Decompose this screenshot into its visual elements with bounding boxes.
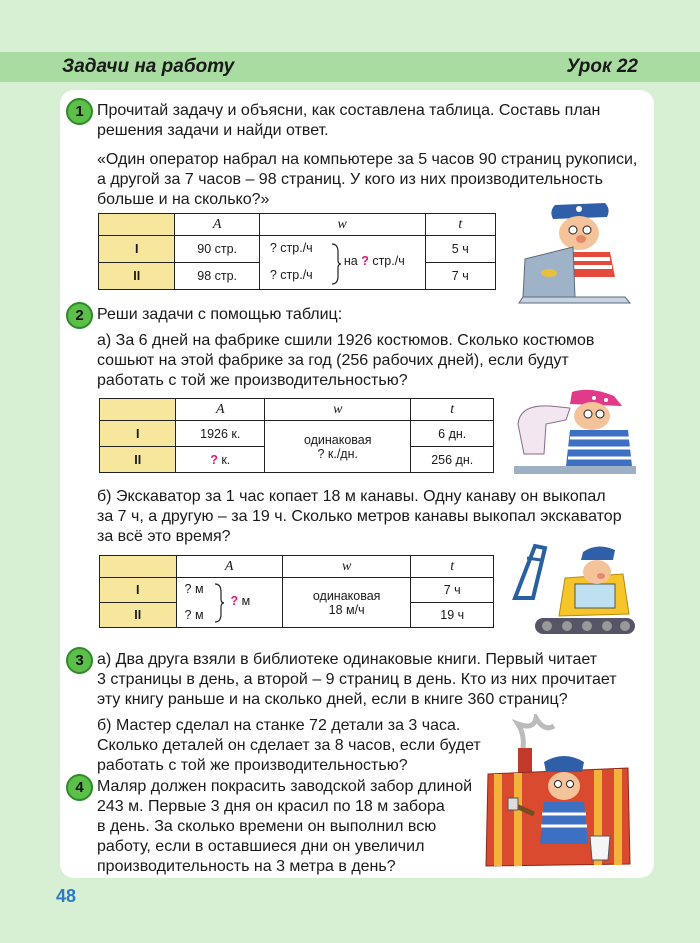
pirate-laptop-illustration bbox=[515, 197, 640, 309]
task3a-line3: эту книгу раньше и на сколько дней, если в книге 360 страниц? bbox=[97, 691, 568, 708]
task2a-line3: работать с той же производительностью? bbox=[97, 372, 408, 389]
w-line1: одинаковая bbox=[312, 588, 381, 603]
task2b-line1: б) Экскаватор за 1 час копает 18 м канавы. Одну канаву он выкопал bbox=[97, 488, 606, 505]
task-number-4: 4 bbox=[66, 774, 93, 801]
col-header-w: w bbox=[282, 556, 411, 578]
w-line2: 18 м/ч bbox=[328, 602, 365, 617]
brace-icon bbox=[213, 582, 225, 624]
task2-intro: Реши задачи с помощью таблиц: bbox=[97, 306, 343, 323]
task2b-table bbox=[99, 555, 494, 628]
painter-fence-illustration bbox=[478, 714, 640, 874]
cell-t-2: 256 дн. bbox=[411, 447, 494, 473]
cell-t-1: 5 ч bbox=[425, 236, 495, 263]
cell-a-2: ? к. bbox=[176, 447, 265, 473]
task1-quote1: «Один оператор набрал на компьютере за 5 часов 90 страниц рукописи, bbox=[97, 151, 638, 168]
col-header-a: A bbox=[176, 556, 282, 578]
row-label-1: I bbox=[100, 421, 176, 447]
task4-line5: производительность на 3 метра в день? bbox=[97, 858, 396, 875]
a-sum: ? м bbox=[230, 594, 251, 608]
task4-line1: Маляр должен покрасить заводской забор длиной bbox=[97, 778, 473, 795]
task3b-line1: б) Мастер сделал на станке 72 детали за 3 часа. bbox=[97, 717, 461, 734]
col-header-t: t bbox=[411, 556, 494, 578]
task-number-2: 2 bbox=[66, 302, 93, 329]
task1-quote2: а другой за 7 часов – 98 страниц. У кого из них производительность bbox=[97, 171, 603, 188]
row-label-2: II bbox=[99, 263, 175, 290]
col-header-t: t bbox=[425, 214, 495, 236]
col-header-a: A bbox=[176, 399, 265, 421]
cell-w-1: ? стр./ч bbox=[269, 241, 313, 255]
w-line1: одинаковая bbox=[303, 432, 372, 447]
header-bar bbox=[0, 52, 700, 82]
chapter-title: Задачи на работу bbox=[62, 56, 235, 77]
cell-t-2: 19 ч bbox=[411, 603, 494, 628]
task1-line1: Прочитай задачу и объясни, как составлена таблица. Составь план bbox=[97, 102, 601, 119]
task3b-line3: работать с той же производительностью? bbox=[97, 757, 408, 774]
task1-table bbox=[98, 213, 496, 290]
cell-a-1: ? м bbox=[184, 582, 204, 596]
cell-a-2: ? м bbox=[184, 608, 204, 622]
cell-w-merged bbox=[265, 421, 411, 473]
cell-w-2: ? стр./ч bbox=[269, 268, 313, 282]
page-number: 48 bbox=[56, 886, 77, 906]
row-label-2: II bbox=[100, 447, 176, 473]
cell-t-2: 7 ч bbox=[425, 263, 495, 290]
task3b-line2: Сколько деталей он сделает за 8 часов, если будет bbox=[97, 737, 481, 754]
cell-a-2: 98 стр. bbox=[175, 263, 259, 290]
col-header-a: A bbox=[175, 214, 259, 236]
w-difference: на ? стр./ч bbox=[343, 254, 405, 268]
cell-w-merged bbox=[282, 578, 411, 628]
lesson-label: Урок 22 bbox=[566, 56, 638, 77]
task2b-line3: за всё это время? bbox=[97, 528, 231, 545]
task4-line2: 243 м. Первые 3 дня он красил по 18 м забора bbox=[97, 798, 445, 815]
col-header-w: w bbox=[259, 214, 425, 236]
task2a-line2: сошьют на этой фабрике за год (256 рабочих дней), если будут bbox=[97, 352, 569, 369]
cell-t-1: 7 ч bbox=[411, 578, 494, 603]
excavator-illustration bbox=[505, 538, 640, 638]
row-label-1: I bbox=[99, 236, 175, 263]
brace-icon bbox=[330, 242, 342, 286]
cell-a-1: 90 стр. bbox=[175, 236, 259, 263]
task3a-line2: 3 страницы в день, а второй – 9 страниц в день. Кто из них прочитает bbox=[97, 671, 617, 688]
cell-a-group bbox=[176, 578, 282, 628]
task1-line2: решения задачи и найди ответ. bbox=[97, 122, 329, 139]
w-line2: ? к./дн. bbox=[317, 446, 358, 461]
task4-line3: в день. За сколько времени он выполнил всю bbox=[97, 818, 437, 835]
task-number-3: 3 bbox=[66, 647, 93, 674]
task1-quote3: больше и на сколько?» bbox=[97, 191, 270, 208]
task2a-line1: а) За 6 дней на фабрике сшили 1926 костюмов. Сколько костюмов bbox=[97, 332, 595, 349]
col-header-w: w bbox=[265, 399, 411, 421]
task2a-table bbox=[99, 398, 494, 473]
col-header-t: t bbox=[411, 399, 494, 421]
sewing-pirate-illustration bbox=[510, 384, 640, 480]
task-number-1: 1 bbox=[66, 98, 93, 125]
task3a-line1: а) Два друга взяли в библиотеке одинаковые книги. Первый читает bbox=[97, 651, 598, 668]
cell-t-1: 6 дн. bbox=[411, 421, 494, 447]
row-label-2: II bbox=[100, 603, 177, 628]
cell-a-1: 1926 к. bbox=[176, 421, 265, 447]
cell-w-group bbox=[259, 236, 425, 290]
task4-line4: работу, если в оставшиеся дни он увеличил bbox=[97, 838, 425, 855]
row-label-1: I bbox=[100, 578, 177, 603]
task2b-line2: за 7 ч, а другую – за 19 ч. Сколько метров канавы выкопал экскаватор bbox=[97, 508, 622, 525]
